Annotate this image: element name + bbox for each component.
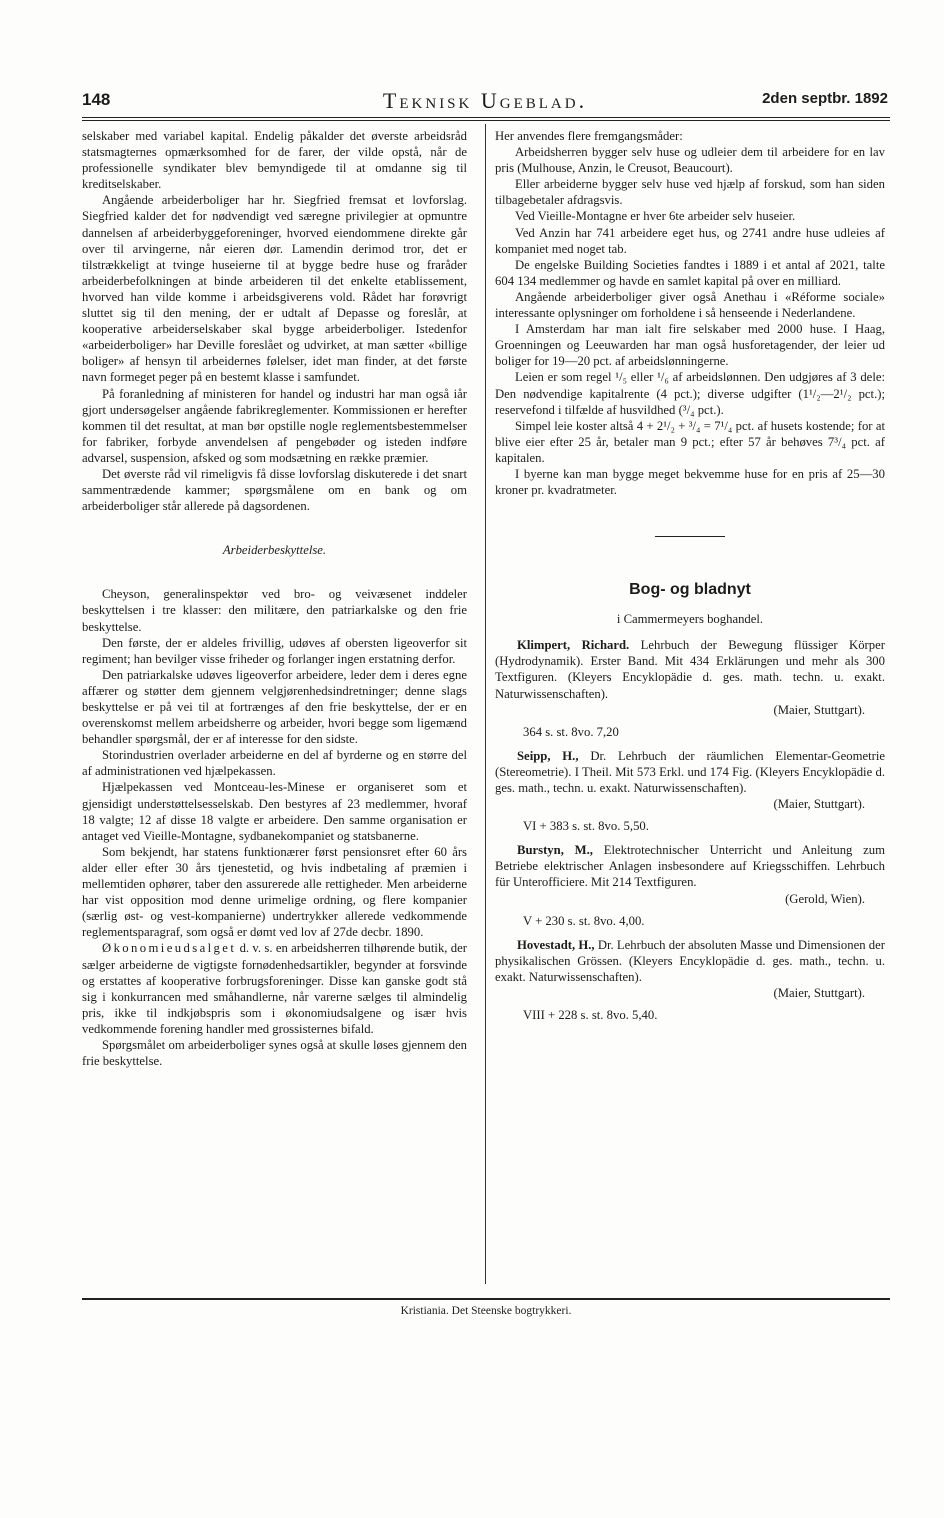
book-title: Dr. Lehrbuch der absoluten Masse und Dimensionen der physikalischen Grössen. (Kleyers Encyklopädie d. ges. math., techn. u. exakt. Naturwissenschaften). bbox=[495, 937, 885, 984]
page-number: 148 bbox=[82, 90, 111, 109]
paragraph-text: d. v. s. en arbeidsherren tilhørende butik, der sælger arbeiderne de vigtigste fornødenhedsartikler, begynder at forsvinde og erstattes af kooperative forbrugsforeninger. Disse kan ganske godt stå sig i konkurrancen med småhandlerne, når varerne sælges til almindelig pris, ikke til indkjøbspris som i økonomiudsalgene og især hvis vedkommende forening handler med grossisternes bifald. bbox=[82, 941, 467, 1036]
section-divider bbox=[655, 536, 725, 537]
book-entry bbox=[495, 842, 885, 928]
section-heading: Arbeiderbeskyttelse. bbox=[222, 543, 327, 558]
paragraph: Den første, der er aldeles frivillig, udøves af obersten ligeoverfor sit regiment; han bevilger visse friheder og forlanger ingen erstatning derfor. bbox=[82, 635, 467, 666]
book-publisher: (Maier, Stuttgart). bbox=[773, 986, 865, 1001]
left-column bbox=[82, 128, 467, 1069]
paragraph: Ved Anzin har 741 arbeidere eget hus, og 2741 andre huse udleies af kompaniet med noget tab. bbox=[495, 225, 885, 256]
book-title: Dr. Lehrbuch der räumlichen Elementar-Geometrie (Stereometrie). I Theil. Mit 573 Erkl. und 174 Fig. (Kleyers Encyklopädie d. ges. math., techn. u. exakt. Naturwissenschaften). bbox=[495, 748, 885, 795]
paragraph: Storindustrien overlader arbeiderne en del af byrderne og en større del af administrationen ved hjælpekassen. bbox=[82, 748, 467, 779]
book-author: Seipp, H., bbox=[517, 748, 579, 763]
book-author: Hovestadt, H., bbox=[517, 937, 595, 952]
book-description bbox=[495, 937, 885, 985]
books-subheading: i Cammermeyers boghandel. bbox=[616, 612, 764, 627]
paragraph: Leien er som regel ¹/₅ eller ¹/₆ af arbeidslønnen. Den udgjøres af 3 dele: Den nødvendige kapitalrente (4 pct.); diverse udgifter (1¹/₂—2¹/₂ pct.); reservefond i tilfælde af husvildhed (³/₄ pct.). bbox=[495, 370, 885, 417]
book-author: Burstyn, M., bbox=[517, 843, 593, 858]
header-rule-bottom bbox=[82, 120, 890, 121]
book-spec: VI + 383 s. st. 8vo. 5,50. bbox=[523, 819, 649, 834]
paragraph: Det øverste råd vil rimeligvis få disse lovforslag diskuterede i det snart sammentrædende kammer; spørgsmålene om en bank og om arbeiderboliger står allerede på dagsordenen. bbox=[82, 466, 467, 514]
book-spec: VIII + 228 s. st. 8vo. 5,40. bbox=[523, 1008, 658, 1023]
books-heading: Bog- og bladnyt bbox=[629, 581, 751, 599]
issue-date: 2den septbr. 1892 bbox=[762, 90, 888, 107]
paragraph: Angående arbeiderboliger giver også Anethau i «Réforme sociale» interessante oplysninger om forholdene i så henseende i Nederlandene. bbox=[495, 289, 885, 321]
paragraph: I Amsterdam har man ialt fire selskaber med 2000 huse. I Haag, Groenningen og Leeuwarden har man også husforetagender, der leier ud boliger for 19—20 pct. af arbeidslønningerne. bbox=[495, 322, 885, 369]
paragraph: Arbeidsherren bygger selv huse og udleier dem til arbeidere for en lav pris (Mulhouse, Anzin, le Creusot, Beaucourt). bbox=[495, 145, 885, 176]
paragraph: Simpel leie koster altså 4 + 2¹/₂ + ³/₄ = 7¹/₄ pct. af husets kostende; for at blive eier efter 25 år, betaler man 9 pct.; efter 57 år behøves 7³/₄ pct. af kapitalen. bbox=[495, 418, 885, 465]
paragraph: Spørgsmålet om arbeiderboliger synes også at skulle løses gjennem den frie beskyttelse. bbox=[82, 1037, 467, 1069]
paragraph: Cheyson, generalinspektør ved bro- og veivæsenet inddeler beskyttelsen i tre klasser: den militære, den patriarkalske og den frie beskyttelse. bbox=[82, 587, 467, 634]
masthead: Teknisk Ugeblad. bbox=[382, 88, 588, 113]
book-entry bbox=[495, 637, 885, 740]
paragraph: De engelske Building Societies fandtes i 1889 i et antal af 2021, talte 604 134 medlemmer og havde en samlet kapital på over en milliard. bbox=[495, 257, 885, 288]
book-author: Klimpert, Richard. bbox=[517, 638, 630, 653]
paragraph: Angående arbeiderboliger har hr. Siegfried fremsat et lovforslag. Siegfried kalder det for nødvendigt ved særegne privilegier at opmuntre dannelsen af arbeiderbyggeforeninger, hvorved eiendommene direkte går over til arvingerne, når eieren dør. Lamendin derimod tror, det er tilstrækkeligt at tvinge huseierne til at bygge bedre huse og fraråder arbeiderbefolkningen at binde arbeideren til det enkelte etablissement, hvorved han vilde komme i arbeidsgiverens vold. Rådet har forøvrigt sluttet sig til den mening, der er udtalt af Depasse og foreslår, at kooperative arbeiderselskaber skal bygge arbeiderboliger. Istedenfor «arbeiderboliger» har Deville foreslået og udvirket, at man sætter «billige boliger» af hensyn til arbeidernes følelser, idet man finder, at det første navn formeget peger på en bestemt klasse i samfundet. bbox=[82, 193, 467, 385]
paragraph: Hjælpekassen ved Montceau-les-Minese er organiseret som et gjensidigt understøttelsesselskab. Den bestyres af 23 medlemmer, hvoraf 18 valgte; 12 af disse 18 valgte er arbeidere. Den samme organisation er antaget ved Vieille-Montagne, sydbanekompaniet og statsbanerne. bbox=[82, 780, 467, 843]
book-spec: 364 s. st. 8vo. 7,20 bbox=[523, 724, 619, 739]
book-publisher: (Maier, Stuttgart). bbox=[773, 702, 865, 717]
footer-rule bbox=[82, 1298, 890, 1300]
book-spec: V + 230 s. st. 8vo. 4,00. bbox=[523, 913, 645, 928]
header-rule-top bbox=[82, 117, 890, 118]
book-description bbox=[495, 748, 885, 796]
page-header bbox=[82, 88, 888, 112]
paragraph: I byerne kan man bygge meget bekvemme huse for en pris af 25—30 kroner pr. kvadratmeter. bbox=[495, 466, 885, 498]
right-column bbox=[495, 128, 885, 1031]
book-description bbox=[495, 637, 885, 701]
book-title: Elektrotechnischer Unterricht und Anleitung zum Betriebe elektrischer Anlagen insbesondere auf Kriegsschiffen. Lehrbuch für Unterofficiere. Mit 214 Textfiguren. bbox=[495, 843, 886, 890]
paragraph: Den patriarkalske udøves ligeoverfor arbeidere, leder dem i deres egne affærer og støtter dem gjennem velgjørenhedsindretninger; denne slags beskyttelse er på vei til at fortrænges af den frie beskyttelse, der er en overenskomst mellem arbeidsherre og arbeider, hvori begge som ligemænd behandler spørgsmål, der er af interesse for den sidste. bbox=[82, 667, 467, 747]
book-publisher: (Gerold, Wien). bbox=[785, 891, 865, 906]
paragraph: Som bekjendt, har statens funktionærer først pensionsret efter 60 års alder eller efter 30 års tjenestetid, og hvis indbetaling af præmien i mellemtiden ophører, taber den assurerede alle rettigheder. Men arbeiderne har vist opposition mod denne urimelige ordning, og flere kompanier (særlig øst- og vest-kompanierne) undertrykker allerede vedkommende reglementsparagraf, som også er dømt ved lov af 27de decbr. 1890. bbox=[82, 844, 467, 940]
paragraph: På foranledning af ministeren for handel og industri har man også iår gjort undersøgelser angående fabrikreglementer. Kommissionen er herefter kommen til det resultat, at man bør opstille nogle reglementsbestemmelser for fabriker, forbyde anvendelsen af pengebøder og isteden indføre advarsel, suspension, afsked og som modsætning en række præmier. bbox=[82, 386, 467, 465]
paragraph: selskaber med variabel kapital. Endelig påkalder det øverste arbeidsråd statsmagternes opmærksomhed for de farer, der vilde opstå, når de professionelle syndikater blev bemyndigede til at omdanne sig til kreditselskaber. bbox=[82, 129, 467, 192]
spaced-term: Økonomieudsalget bbox=[102, 941, 237, 956]
paragraph: Ved Vieille-Montagne er hver 6te arbeider selv huseier. bbox=[515, 209, 796, 224]
book-description bbox=[495, 842, 885, 890]
book-publisher: (Maier, Stuttgart). bbox=[773, 797, 865, 812]
paragraph: Her anvendes flere fremgangsmåder: bbox=[495, 129, 683, 143]
printer-imprint: Kristiania. Det Steenske bogtrykkeri. bbox=[400, 1305, 572, 1317]
column-divider bbox=[485, 124, 486, 1284]
paragraph: Eller arbeiderne bygger selv huse ved hjælp af forskud, som han siden tilbagebetaler afdragsvis. bbox=[495, 177, 885, 208]
book-entry bbox=[495, 937, 885, 1023]
book-entry bbox=[495, 748, 885, 834]
paragraph bbox=[82, 940, 467, 1037]
book-title: Lehrbuch der Bewegung flüssiger Körper (Hydrodynamik). Erster Band. Mit 434 Erklärungen und mehr als 300 Textfiguren. (Kleyers Encyklopädie d. ges. math. techn. u. exakt. Naturwissenschaften). bbox=[495, 638, 885, 701]
